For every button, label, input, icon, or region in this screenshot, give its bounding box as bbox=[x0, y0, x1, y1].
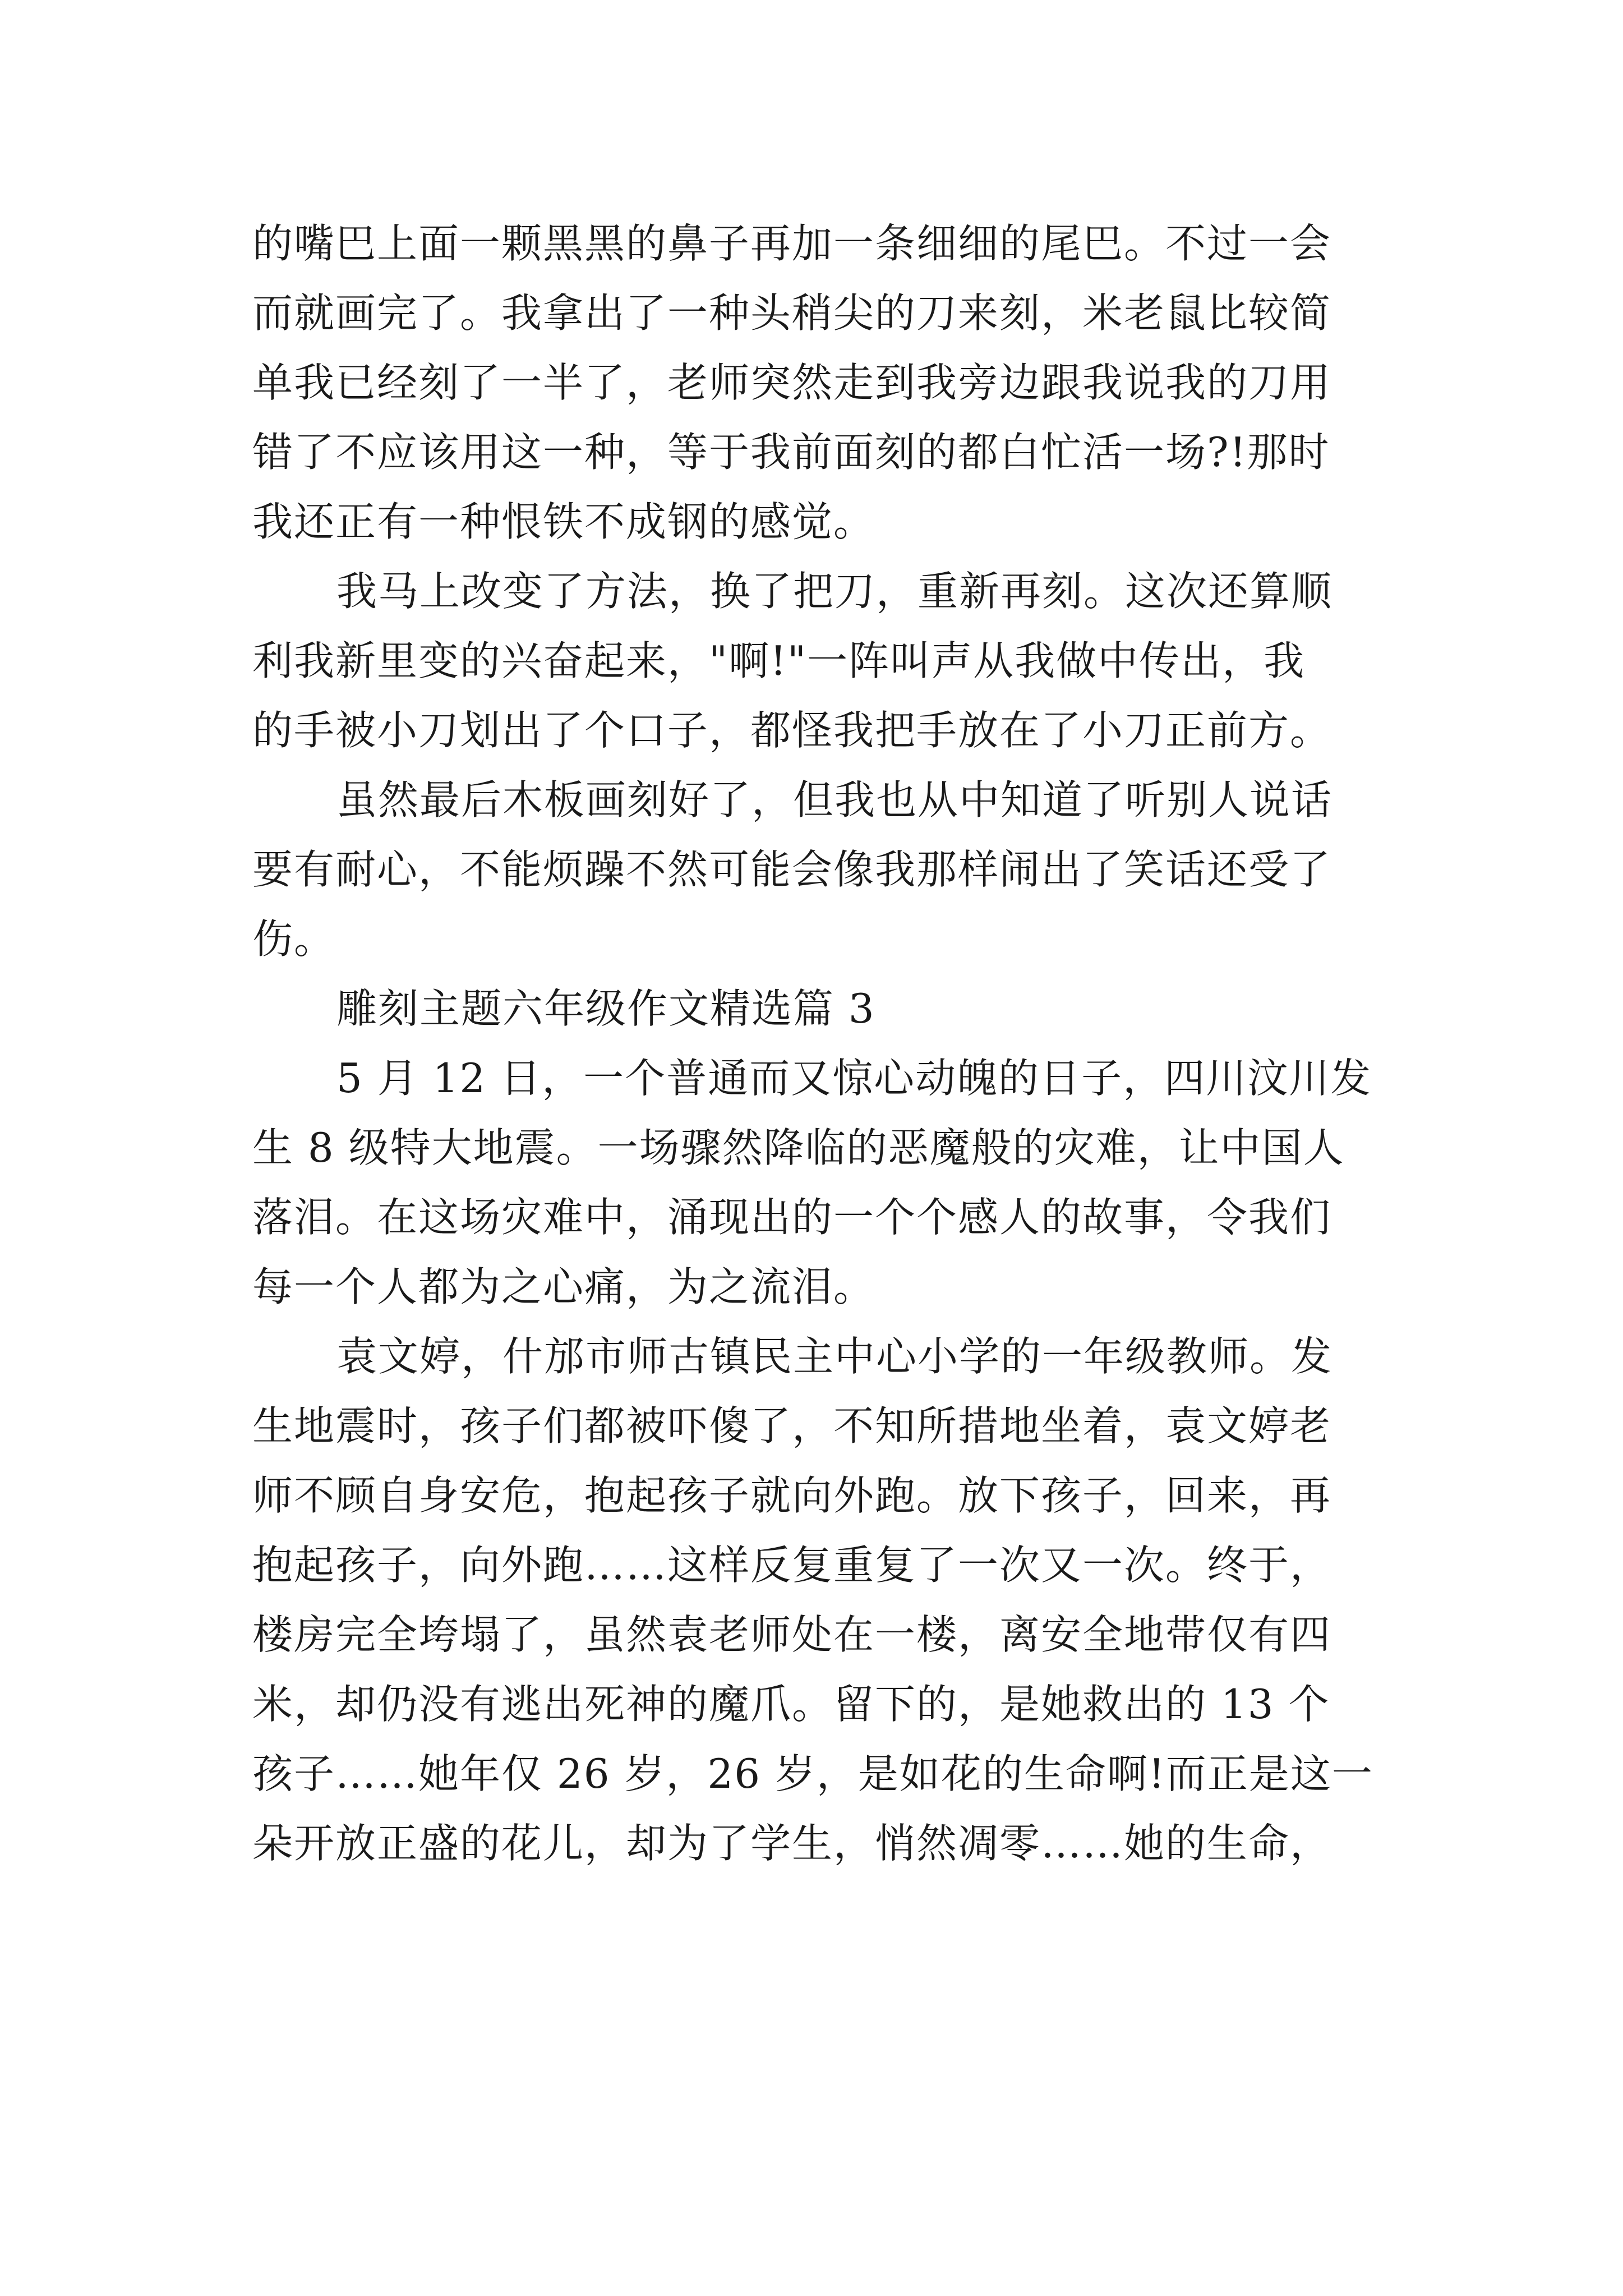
text-line: 抱起孩子，向外跑……这样反复重复了一次又一次。终于， bbox=[252, 1542, 1332, 1589]
text-line: 我还正有一种恨铁不成钢的感觉。 bbox=[252, 498, 875, 545]
text-line: 楼房完全垮塌了，虽然袁老师处在一楼，离安全地带仅有四 bbox=[252, 1611, 1332, 1658]
document-body bbox=[252, 209, 1385, 1878]
text-line: 生地震时，孩子们都被吓傻了，不知所措地坐着，袁文婷老 bbox=[252, 1402, 1332, 1450]
text-line: 要有耐心，不能烦躁不然可能会像我那样闹出了笑话还受了 bbox=[252, 846, 1332, 893]
paragraph-start-line: 5 月 12 日，一个普通而又惊心动魄的日子，四川汶川发 bbox=[336, 1055, 1372, 1102]
text-line: 的手被小刀划出了个口子，都怪我把手放在了小刀正前方。 bbox=[252, 707, 1332, 754]
section-heading: 雕刻主题六年级作文精选篇 3 bbox=[336, 985, 875, 1032]
paragraph-start-line: 我马上改变了方法，换了把刀，重新再刻。这次还算顺 bbox=[336, 568, 1333, 615]
text-line: 单我已经刻了一半了，老师突然走到我旁边跟我说我的刀用 bbox=[252, 359, 1332, 406]
text-line: 孩子……她年仅 26 岁，26 岁，是如花的生命啊!而正是这一 bbox=[252, 1750, 1373, 1797]
text-line: 伤。 bbox=[252, 915, 336, 963]
paragraph-start-line: 虽然最后木板画刻好了，但我也从中知道了听别人说话 bbox=[336, 776, 1333, 823]
text-line: 利我新里变的兴奋起来，"啊!"一阵叫声从我做中传出，我 bbox=[252, 637, 1306, 684]
text-line: 落泪。在这场灾难中，涌现出的一个个感人的故事，令我们 bbox=[252, 1194, 1332, 1241]
text-line: 每一个人都为之心痛，为之流泪。 bbox=[252, 1263, 875, 1310]
text-line: 生 8 级特大地震。一场骤然降临的恶魔般的灾难，让中国人 bbox=[252, 1124, 1345, 1171]
text-line: 而就画完了。我拿出了一种头稍尖的刀来刻，米老鼠比较简 bbox=[252, 289, 1332, 337]
text-line: 师不顾自身安危，抱起孩子就向外跑。放下孩子，回来，再 bbox=[252, 1472, 1332, 1519]
text-line: 的嘴巴上面一颗黑黑的鼻子再加一条细细的尾巴。不过一会 bbox=[252, 220, 1332, 267]
text-line: 米，却仍没有逃出死神的魔爪。留下的，是她救出的 13 个 bbox=[252, 1681, 1330, 1728]
paragraph-start-line: 袁文婷，什邡市师古镇民主中心小学的一年级教师。发 bbox=[336, 1333, 1333, 1380]
text-line: 朵开放正盛的花儿，却为了学生，悄然凋零……她的生命， bbox=[252, 1820, 1332, 1867]
text-line: 错了不应该用这一种，等于我前面刻的都白忙活一场?!那时 bbox=[252, 429, 1330, 476]
